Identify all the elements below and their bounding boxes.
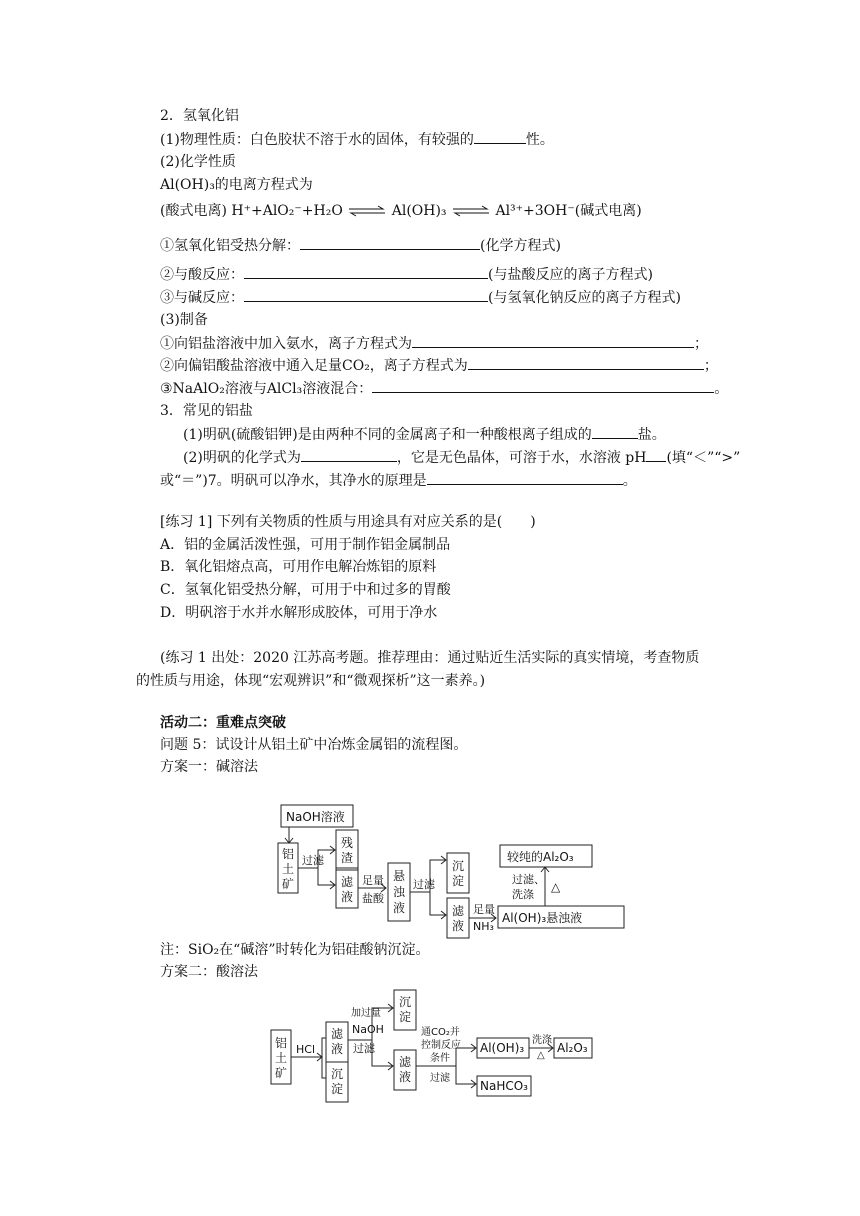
t-excess2: 足量: [473, 903, 495, 916]
prep2-end: ；: [703, 358, 718, 374]
section3-title: 3．常见的铝盐: [160, 403, 253, 419]
alum1-pre: (1)明矾(硫酸铝钾)是由两种不同的金属离子和一种酸根离子组成的: [183, 427, 592, 443]
t2-ore-2: 土: [275, 1051, 288, 1065]
prep1-end: ；: [694, 336, 708, 352]
heat-post: (化学方程式): [480, 238, 561, 254]
t2-filtrate-2: 液: [331, 1042, 344, 1056]
t2-heat: △: [537, 1050, 545, 1061]
t2-filtrate-1: 滤: [331, 1027, 344, 1041]
t2-precip-2: 淀: [331, 1082, 344, 1096]
t-precip-1: 沉: [452, 859, 465, 873]
exercise-question: [练习 1] 下列有关物质的性质与用途具有对应关系的是( ): [160, 514, 536, 530]
acid-ionization-label: (酸式电离): [160, 203, 227, 219]
t2-precip2-1: 沉: [399, 995, 412, 1009]
t2-ore-1: 铝: [275, 1036, 288, 1050]
activity-title: 活动二：重难点突破: [160, 715, 286, 731]
t-residue-1: 残: [341, 836, 354, 850]
prep2-text: ②向偏铝酸盐溶液中通入足量CO₂，离子方程式为: [160, 358, 468, 374]
t-aloh3-susp: Al(OH)₃悬浊液: [502, 911, 583, 925]
t-naoh: NaOH溶液: [286, 810, 345, 824]
t-filtrate2-2: 液: [452, 919, 465, 933]
exercise-source-line2: 的性质与用途，体现“宏观辨识”和“微观探析”这一素养。): [136, 673, 486, 689]
exercise-option-d[interactable]: D．明矾溶于水并水解形成胶体，可用于净水: [160, 605, 438, 621]
t-filtrate-2: 液: [341, 890, 354, 904]
t2-precip-1: 沉: [331, 1067, 344, 1081]
alum2-mid: ，它是无色晶体，可溶于水，水溶液 pH: [396, 450, 647, 466]
heat-pre: ①氢氧化铝受热分解：: [160, 238, 300, 254]
section2-title: 2．氢氧化铝: [160, 108, 239, 124]
t-nh3: NH₃: [473, 920, 494, 933]
t2-naoh: NaOH: [352, 1023, 384, 1036]
t-hcl: 盐酸: [362, 892, 384, 905]
alum3-pre: 或“＝”)7。明矾可以净水，其净水的原理是: [160, 473, 427, 489]
t-heat: △: [551, 880, 561, 894]
t-ore-1: 铝: [282, 847, 295, 861]
acid-pre: ②与酸反应：: [160, 267, 244, 283]
exercise-option-a[interactable]: A．铝的金属活泼性强，可用于制作铝金属制品: [160, 537, 451, 553]
t-wash1: 过滤、: [512, 873, 545, 886]
t2-filter2: 过滤: [430, 1073, 450, 1084]
base-post: (与氢氧化钠反应的离子方程式): [488, 290, 681, 306]
t-filtrate2-1: 滤: [452, 904, 465, 918]
physical-pre: (1)物理性质：白色胶状不溶于水的固体，有较强的: [160, 132, 474, 148]
t2-co2-1: 通CO₂并: [421, 1027, 460, 1038]
t-susp-3: 液: [393, 901, 406, 915]
t2-wash: 洗涤: [532, 1035, 552, 1046]
alum1-post: 盐。: [637, 427, 666, 443]
t2-add-excess: 加过量: [351, 1008, 381, 1019]
t2-aloh3: Al(OH)₃: [480, 1041, 525, 1055]
question-5: 问题 5：试设计从铝土矿中冶炼金属铝的流程图。: [160, 737, 468, 753]
t2-hcl: HCl: [296, 1043, 316, 1056]
t2-filter: 过滤: [353, 1042, 375, 1055]
t-pure: 较纯的Al₂O₃: [507, 850, 574, 864]
alum2-post: (填“＜”“>”: [666, 450, 741, 466]
t-excess: 足量: [362, 874, 384, 887]
t-residue-2: 渣: [341, 851, 354, 865]
t-ore-3: 矿: [282, 877, 295, 891]
chemical-title: (2)化学性质: [160, 154, 236, 170]
plan-1-label: 方案一：碱溶法: [160, 759, 258, 775]
t-filter: 过滤: [302, 854, 324, 867]
physical-post: 性。: [525, 132, 554, 148]
exercise-option-c[interactable]: C．氢氧化铝受热分解，可用于中和过多的胃酸: [160, 582, 451, 598]
t2-ore-3: 矿: [275, 1066, 288, 1080]
base-ionization-label: (碱式电离): [574, 203, 642, 219]
prep3-end: 。: [714, 381, 729, 397]
t2-filtrate2-2: 液: [399, 1070, 412, 1084]
alum2-pre: (2)明矾的化学式为: [183, 450, 301, 466]
t2-nahco3: NaHCO₃: [480, 1079, 528, 1093]
t-filtrate-1: 滤: [341, 875, 354, 889]
plan-2-label: 方案二：酸溶法: [160, 964, 258, 980]
exercise-option-b[interactable]: B．氧化铝熔点高，可用作电解冶炼铝的原料: [160, 559, 437, 575]
eq-mid: Al(OH)₃: [391, 203, 447, 219]
t2-co2-3: 条件: [430, 1053, 450, 1064]
ionization-intro: Al(OH)₃的电离方程式为: [160, 177, 313, 193]
t-filter2: 过滤: [413, 878, 435, 891]
prep-title: (3)制备: [160, 312, 208, 328]
t2-precip2-2: 淀: [399, 1010, 412, 1024]
eq-right: Al³⁺+3OH⁻: [495, 203, 575, 219]
prep1-text: ①向铝盐溶液中加入氨水，离子方程式为: [160, 336, 412, 352]
t-ore-2: 土: [282, 862, 295, 876]
t2-filtrate2-1: 滤: [399, 1055, 412, 1069]
acid-post: (与盐酸反应的离子方程式): [488, 267, 653, 283]
alum3-post: 。: [622, 473, 637, 489]
note: 注：SiO₂在“碱溶”时转化为铝硅酸钠沉淀。: [160, 942, 430, 958]
base-pre: ③与碱反应：: [160, 290, 244, 306]
t2-al2o3: Al₂O₃: [557, 1041, 588, 1055]
exercise-source-line1: (练习 1 出处：2020 江苏高考题。推荐理由：通过贴近生活实际的真实情境，考查物质: [160, 650, 700, 666]
t-susp-2: 浊: [393, 885, 406, 899]
eq-left: H⁺+AlO₂⁻+H₂O: [231, 203, 343, 219]
t-precip-2: 淀: [452, 874, 465, 888]
t-susp-1: 悬: [393, 869, 406, 883]
t2-co2-2: 控制反应: [421, 1040, 461, 1051]
t-wash2: 洗涤: [512, 888, 534, 901]
prep3-text: ③NaAlO₂溶液与AlCl₃溶液混合：: [160, 381, 373, 397]
